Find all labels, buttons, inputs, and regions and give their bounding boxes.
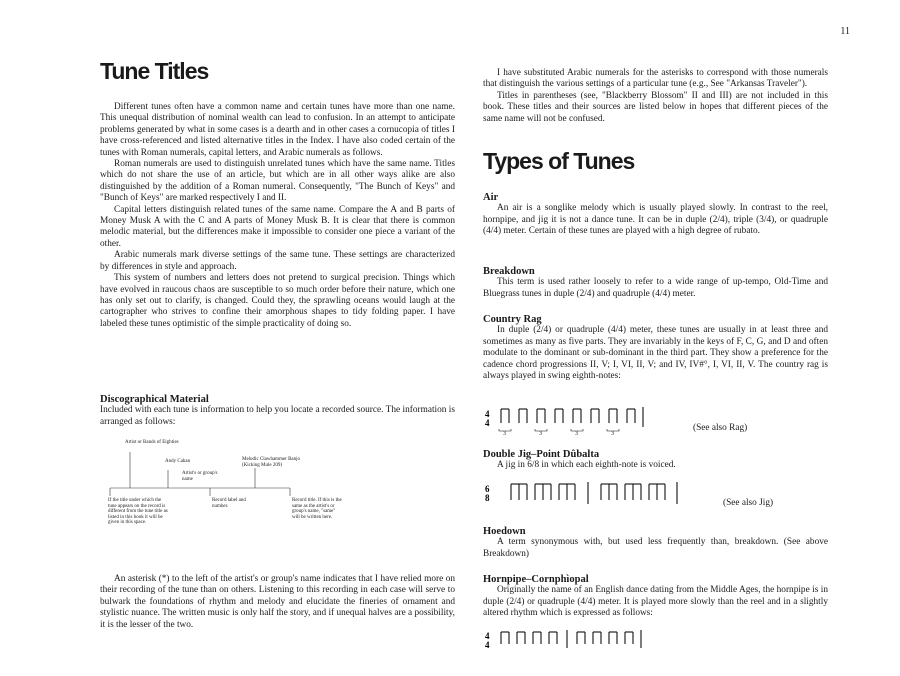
- figure-label: Artist's or group's name: [182, 471, 218, 482]
- section-heading: Air: [483, 192, 499, 203]
- closing-paragraph: An asterisk (*) to the left of the artist's or group's name indicates that I have relied more on their recording of the tune than on others. Listening to this recording in each case will serve to bulwark the foundations of rhythm and melody and elucidate the fineries of ornament and stylistic nuance. The written music is only half the story, and if unequal halves are a possibility, it is the lesser of the two.: [100, 574, 455, 630]
- tune-titles-body: [100, 102, 455, 330]
- section-heading: Country Rag: [483, 314, 542, 325]
- figure-artist-label: Artist or Bands of Eighties: [125, 440, 179, 445]
- paragraph: I have substituted Arabic numerals for the asterisks to correspond with those numerals that distinguish the various settings of a particular tune (e.g., See "Arkansas Traveler").: [483, 68, 828, 90]
- figure-label: Andy Cahan: [165, 459, 191, 464]
- section-hornpipe: [483, 574, 828, 620]
- rag-music-example: [483, 401, 828, 441]
- section-text: This term is used rather loosely to refer to a wide range of up-tempo, Old-Time and Bluegrass tunes in duple (2/4) and quadruple (4/4) meter.: [483, 277, 828, 299]
- time-signature-top: 4: [485, 631, 490, 641]
- triplet-label: 3: [503, 431, 506, 437]
- section-heading: Hornpipe–Cornphìopal: [483, 574, 589, 585]
- discographical-heading: Discographical Material: [100, 394, 209, 405]
- figure-label: Record title. If this is the same as the artist's or group's name, "same" will be written here.: [292, 498, 342, 520]
- time-signature-top: 6: [485, 484, 490, 494]
- intro-section: [483, 68, 828, 125]
- figure-label: If the title under which the tune appears on the record is different from the tune title as listed in this book it will be given in this space.: [108, 498, 168, 526]
- jig-notation: [483, 478, 703, 518]
- figure-labels: [100, 438, 340, 588]
- section-breakdown: [483, 266, 828, 300]
- triplet-label: 3: [611, 431, 614, 437]
- section-text: A jig in 6/8 in which each eighth-note is voiced.: [497, 460, 676, 471]
- section-heading: Hoedown: [483, 526, 526, 537]
- paragraph: Titles in parentheses (see, "Blackberry Blossom" II and III) are not included in this book. These titles and their sources are listed below in hopes that different pieces of the same name will not be confused.: [483, 90, 828, 124]
- time-signature-bottom: 4: [485, 640, 490, 650]
- hornpipe-music-example: [483, 628, 828, 658]
- triplet-label: 3: [539, 431, 542, 437]
- section-text: Originally the name of an English dance dating from the Middle Ages, the hornpipe is in duple (2/4) or quadruple (4/4) meter. It is played more slowly than the reel and in a slightly altered rhythm which is expressed as follows:: [483, 585, 828, 619]
- page-number: 11: [840, 26, 850, 37]
- discography-figure: [100, 438, 455, 588]
- section-text: In duple (2/4) or quadruple (4/4) meter, these tunes are usually in at least three and sometimes as many as five parts. They are invariably in the keys of F, C, G, and D and often modulate to the dominant or sub-dominant in the third part. They show a preference for the cadence chord progressions II, V; I, VI, II, V; and IV, IV#°, I, VI, II, V. The country rag is always played in swing eighth-notes:: [483, 325, 828, 382]
- tune-titles-heading: Tune Titles: [100, 58, 209, 84]
- paragraph: Roman numerals are used to distinguish unrelated tunes which have the same name. Titles which do not share the use of an article, but which are in all other ways alike are also distinguished by the addition of a Roman numeral. Consequently, "The Bunch of Keys" and "Bunch of Keys" are marked respectively I and II.: [100, 159, 455, 204]
- section-hoedown: [483, 526, 828, 560]
- time-signature-bottom: 8: [485, 493, 490, 503]
- section-text: An air is a songlike melody which is usually played slowly. In contrast to the reel, hornpipe, and jig it is not a dance tune. It can be in duple (2/4), triple (3/4), or quadruple (4/4) meter. Certain of these tunes are played with a high degree of rubato.: [483, 203, 828, 237]
- triplet-label: 3: [575, 431, 578, 437]
- time-signature-bottom: 4: [485, 418, 490, 428]
- figure-label: Melodic Clawhammer Banjo (Kicking Mule 209): [242, 457, 301, 468]
- section-country-rag: [483, 314, 828, 382]
- discographical-section: [100, 394, 455, 428]
- paragraph: Capital letters distinguish related tunes of the same name. Compare the A and B parts of Money Musk A with the C and A parts of Money Musk B. It is clear that there is common melodic material, but the differences make it impossible to consider one piece a variant of the other.: [100, 204, 455, 249]
- closing-section: [100, 574, 455, 631]
- time-signature-top: 4: [485, 409, 490, 419]
- paragraph: Different tunes often have a common name and certain tunes have more than one name. This unequal distribution of nominal wealth can lead to confusion. In an attempt to anticipate problems generated by what in some cases is a dearth and in other cases a cornucopia of titles I have cross-referenced and listed alternative titles in the Index. I have also coded certain of the tunes with Roman numerals, capital letters, and Arabic numerals as follows.: [100, 102, 455, 158]
- section-heading: Double Jig–Point Dûbalta: [483, 449, 600, 460]
- hornpipe-notation: [483, 628, 683, 658]
- jig-music-example: [483, 478, 828, 518]
- section-text: A term synonymous with, but used less frequently than, breakdown. (See above Breakdown): [483, 537, 828, 559]
- see-also-rag: (See also Rag): [693, 423, 748, 433]
- see-also-jig: (See also Jig): [723, 498, 774, 508]
- section-air: [483, 192, 828, 238]
- figure-label: Record label and number.: [212, 498, 246, 509]
- types-of-tunes-heading: Types of Tunes: [483, 148, 635, 174]
- rag-notation: [483, 401, 683, 441]
- paragraph: Arabic numerals mark diverse settings of the same tune. These settings are characterized by differences in style and approach.: [100, 250, 455, 272]
- discographical-text: Included with each tune is information to help you locate a recorded source. The information is arranged as follows:: [100, 405, 455, 427]
- section-heading: Breakdown: [483, 266, 535, 277]
- paragraph: This system of numbers and letters does not pretend to surgical precision. Things which have evolved in raucous chaos are susceptible to so much order before their nature, which one has only set out to clarify, is changed. Could they, the sprawling oceans would laugh at the cartographer who strives to confine their amorphous shapes to tidy folding paper. I have labeled these tunes optimistic of the simple practicality of doing so.: [100, 273, 455, 329]
- section-double-jig: [483, 449, 828, 472]
